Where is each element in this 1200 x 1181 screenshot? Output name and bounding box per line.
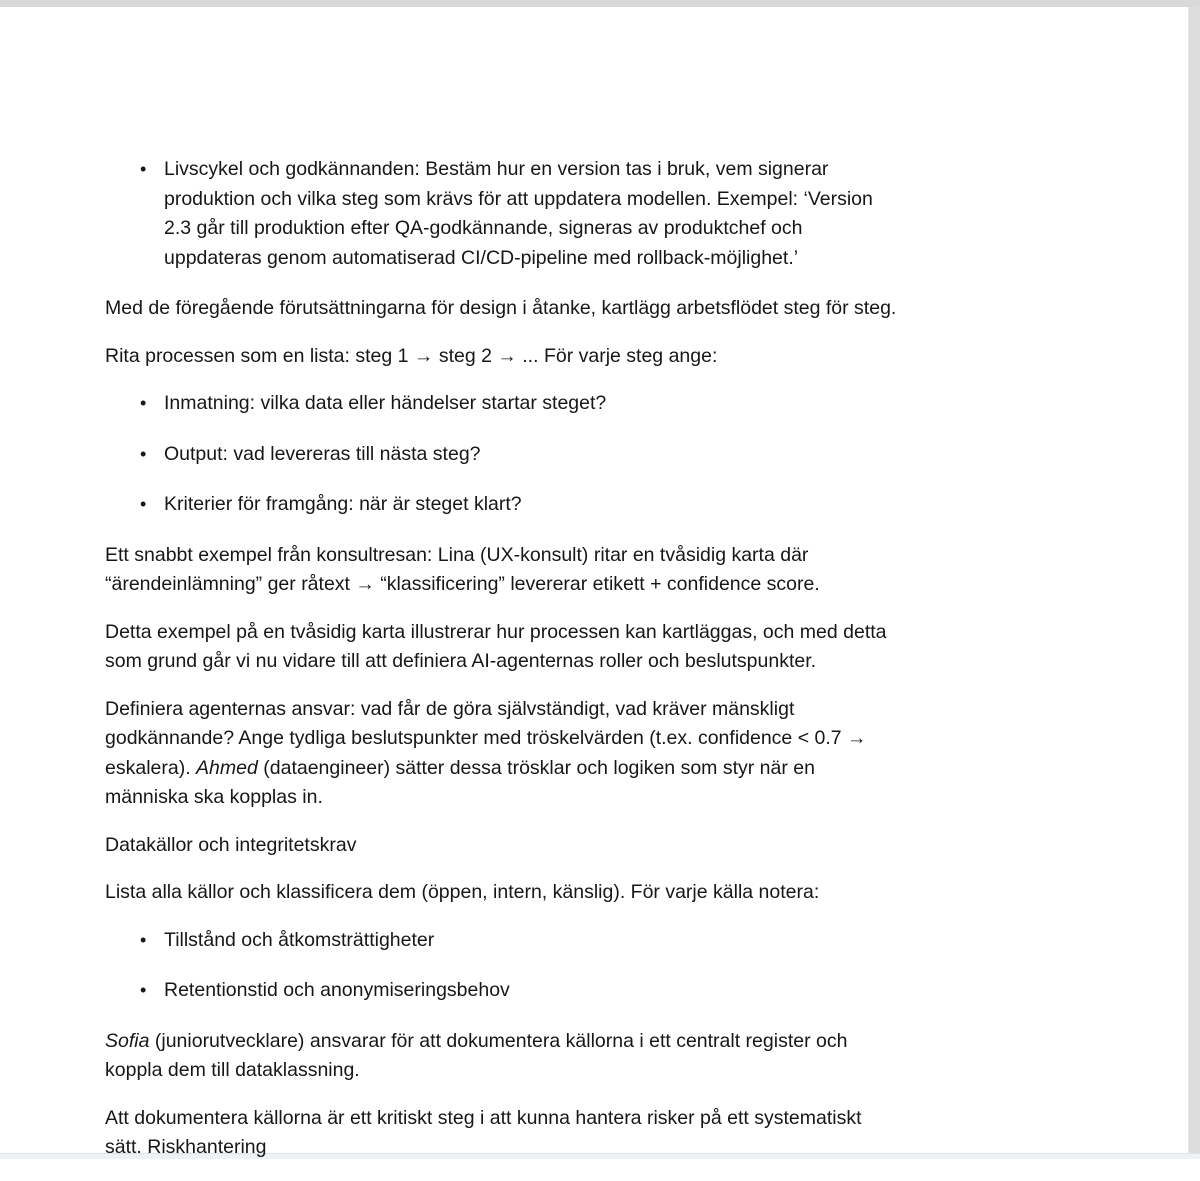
- text-line: Rita processen som en lista: steg 1 → steg 2 → ... För varje steg ange:: [105, 342, 1188, 372]
- person-name-italic: Sofia: [105, 1030, 149, 1052]
- paragraph: [105, 695, 1188, 813]
- bullet-item: [164, 155, 1188, 273]
- bullet-marker: •: [140, 490, 146, 520]
- paragraph: [105, 1104, 1188, 1163]
- text-line: Lista alla källor och klassificera dem (öppen, intern, känslig). För varje källa notera:: [105, 878, 1188, 908]
- text-line: Retentionstid och anonymiseringsbehov: [164, 976, 1188, 1006]
- text-line: Output: vad levereras till nästa steg?: [164, 440, 1188, 470]
- text-line: 2.3 går till produktion efter QA-godkännande, signeras av produktchef och: [164, 214, 1188, 244]
- text-line: Detta exempel på en tvåsidig karta illustrerar hur processen kan kartläggas, och med detta: [105, 618, 1188, 648]
- paragraph: [105, 1027, 1188, 1086]
- paragraph: [105, 294, 1188, 324]
- text-line: Inmatning: vilka data eller händelser startar steget?: [164, 389, 1188, 419]
- bullet-item: [164, 926, 1188, 956]
- text-line: Att dokumentera källorna är ett kritiskt steg i att kunna hantera risker på ett systematiskt: [105, 1104, 1188, 1134]
- bullet-marker: •: [140, 976, 146, 1006]
- text-segment: (dataengineer) sätter dessa trösklar och logiken som styr när en: [258, 757, 815, 779]
- text-line: Livscykel och godkännanden: Bestäm hur en version tas i bruk, vem signerar: [164, 155, 1188, 185]
- window-top-edge-bar: [0, 0, 1200, 7]
- bullet-marker: •: [140, 926, 146, 956]
- text-segment: eskalera).: [105, 757, 196, 779]
- text-line: [105, 1027, 1188, 1057]
- paragraph: [105, 618, 1188, 677]
- bullet-marker: •: [140, 389, 146, 419]
- text-line: Ett snabbt exempel från konsultresan: Lina (UX-konsult) ritar en tvåsidig karta där: [105, 541, 1188, 571]
- text-line: uppdateras genom automatiserad CI/CD-pipeline med rollback-möjlighet.’: [164, 244, 1188, 274]
- text-line: produktion och vilka steg som krävs för att uppdatera modellen. Exempel: ‘Version: [164, 185, 1188, 215]
- text-segment: (juniorutvecklare) ansvarar för att dokumentera källorna i ett centralt register och: [149, 1030, 847, 1052]
- text-line: [105, 754, 1188, 784]
- text-line: Datakällor och integritetskrav: [105, 831, 1188, 861]
- text-line: människa ska kopplas in.: [105, 783, 1188, 813]
- paragraph: [105, 541, 1188, 600]
- bullet-item: [164, 976, 1188, 1006]
- text-line: Tillstånd och åtkomsträttigheter: [164, 926, 1188, 956]
- text-line: som grund går vi nu vidare till att definiera AI-agenternas roller och beslutspunkter.: [105, 647, 1188, 677]
- scrollbar-track[interactable]: [1188, 7, 1200, 1153]
- bullet-item: [164, 440, 1188, 470]
- text-line: godkännande? Ange tydliga beslutspunkter med tröskelvärden (t.ex. confidence < 0.7 →: [105, 724, 1188, 754]
- text-line: koppla dem till dataklassning.: [105, 1056, 1188, 1086]
- bullet-marker: •: [140, 440, 146, 470]
- paragraph: [105, 831, 1188, 861]
- text-line: Med de föregående förutsättningarna för design i åtanke, kartlägg arbetsflödet steg för steg.: [105, 294, 1188, 324]
- bullet-marker: •: [140, 155, 146, 185]
- document-text-area[interactable]: [105, 155, 1188, 1181]
- text-line: sätt. Riskhantering: [105, 1133, 1188, 1163]
- text-line: Definiera agenternas ansvar: vad får de göra självständigt, vad kräver mänskligt: [105, 695, 1188, 725]
- text-line: Kriterier för framgång: när är steget klart?: [164, 490, 1188, 520]
- paragraph: [105, 342, 1188, 372]
- paragraph: [105, 878, 1188, 908]
- bullet-item: [164, 389, 1188, 419]
- person-name-italic: Ahmed: [196, 757, 258, 779]
- bullet-item: [164, 490, 1188, 520]
- text-line: “ärendeinlämning” ger råtext → “klassificering” levererar etikett + confidence score.: [105, 570, 1188, 600]
